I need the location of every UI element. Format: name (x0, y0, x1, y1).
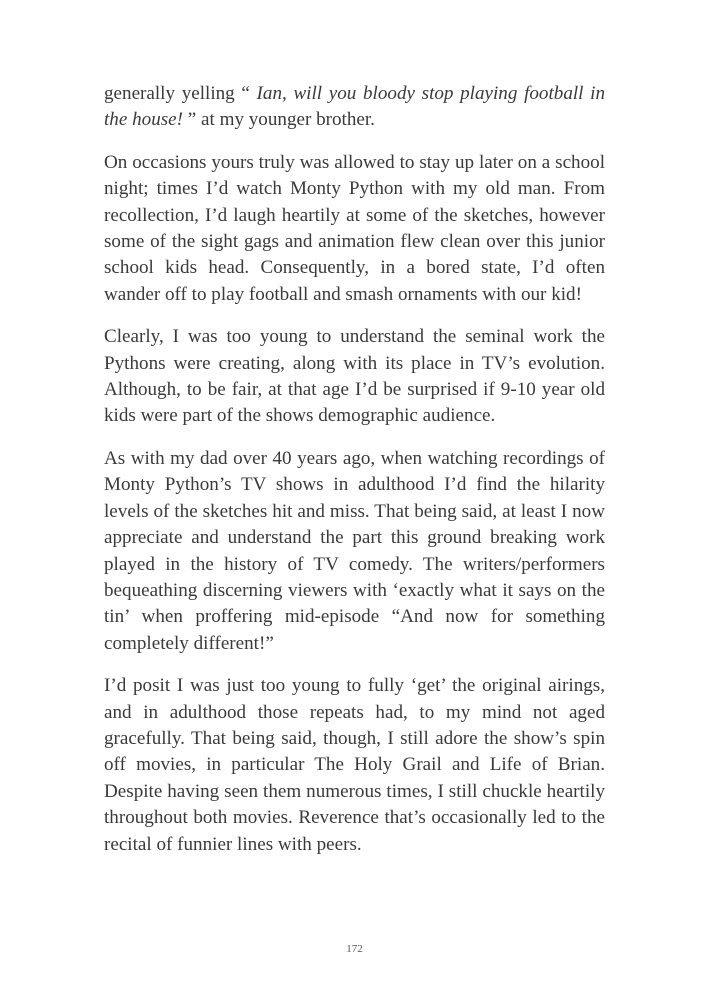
italic-quote: Ian, will you bloody stop playing football in the house! (104, 83, 605, 131)
paragraph-3: Clearly, I was too young to understand the seminal work the Pythons were creating, along with its place in TV’s evolution. Although, to be fair, at that age I’d be surprised if 9-10 year old kids were part of the shows demographic audience. (104, 326, 605, 427)
paragraph-5: I’d posit I was just too young to fully ‘get’ the original airings, and in adulthood those repeats had, to my mind not aged gracefully. That being said, though, I still adore the show’s spin off movies, in particular The Holy Grail and Life of Brian. Despite having seen them numerous times, I still chuckle heartily throughout both movies. Reverence that’s occasionally led to the recital of funnier lines with peers. (104, 675, 605, 855)
paragraph-1-lead: generally yelling “ (104, 83, 257, 104)
page-number: 172 (346, 943, 363, 955)
body-text (104, 81, 605, 874)
paragraph-4: As with my dad over 40 years ago, when watching recordings of Monty Python’s TV shows in adulthood I’d find the hilarity levels of the sketches hit and miss. That being said, at least I now appreciate and understand the part this ground breaking work played in the history of TV comedy. The writers/performers bequeathing discerning viewers with ‘exactly what it says on the tin’ when proffering mid-episode “And now for something completely different!” (104, 447, 605, 654)
paragraph-1 (104, 81, 605, 134)
paragraph-2: On occasions yours truly was allowed to stay up later on a school night; times I’d watch Monty Python with my old man. From recollection, I’d laugh heartily at some of the sketches, however some of the sight gags and animation flew clean over this junior school kids head. Consequently, in a bored state, I’d often wander off to play football and smash ornaments with our kid! (104, 151, 605, 305)
paragraph-1-tail: ” at my younger brother. (183, 109, 375, 131)
